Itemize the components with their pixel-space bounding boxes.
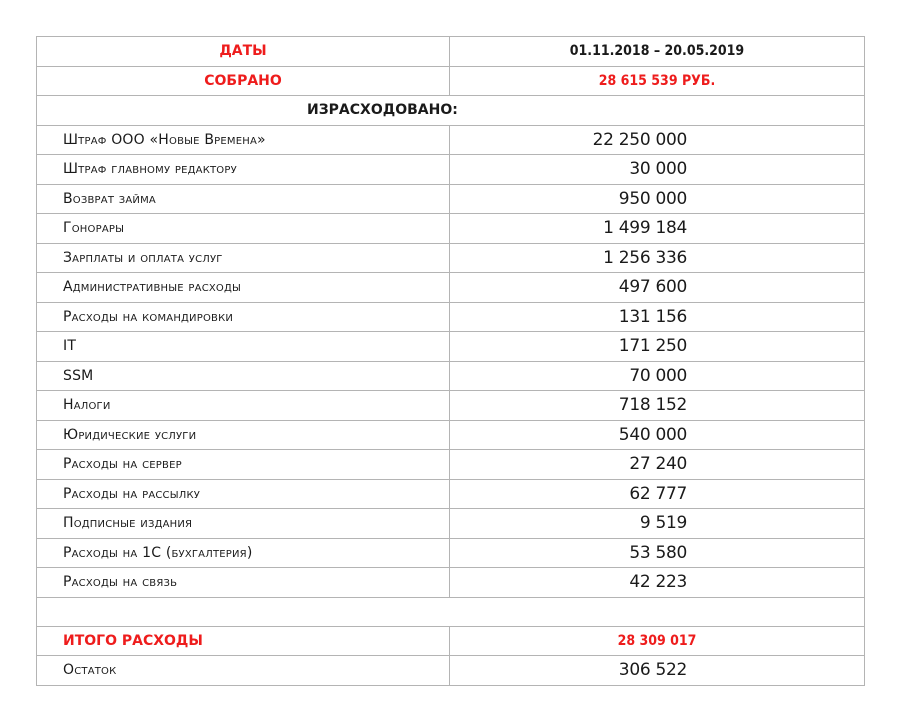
expense-amount: 42 223 [629,572,687,593]
expense-amount-cell [450,420,865,450]
expense-label: Налоги [37,391,450,421]
blank-row [37,597,865,626]
expense-label: Штраф главному редактору [37,155,450,185]
expense-label: Зарплаты и оплата услуг [37,243,450,273]
expense-amount: 62 777 [629,483,687,504]
expense-row [37,125,865,155]
collected-label: СОБРАНО [37,66,450,96]
expense-row [37,332,865,362]
spent-heading-row [37,96,865,126]
total-value: 28 309 017 [450,626,865,656]
expense-row [37,509,865,539]
expense-amount: 718 152 [618,395,687,416]
expense-row [37,302,865,332]
dates-label: ДАТЫ [37,37,450,67]
expense-amount-cell [450,361,865,391]
expense-row [37,391,865,421]
total-row [37,626,865,656]
expense-amount: 30 000 [629,159,687,180]
expense-label: Расходы на связь [37,568,450,598]
expense-amount-cell [450,391,865,421]
expense-amount-cell [450,243,865,273]
expense-label: Юридические услуги [37,420,450,450]
expense-amount: 950 000 [618,188,687,209]
remainder-value-cell [450,656,865,686]
expense-amount: 70 000 [629,365,687,386]
expense-label: Гонорары [37,214,450,244]
dates-value: 01.11.2018 – 20.05.2019 [450,37,865,67]
expense-amount-cell [450,214,865,244]
expense-amount-cell [450,302,865,332]
expense-row [37,538,865,568]
remainder-row [37,656,865,686]
dates-row [37,37,865,67]
expense-amount: 131 156 [618,306,687,327]
collected-value: 28 615 539 РУБ. [450,66,865,96]
expense-label: IT [37,332,450,362]
expense-row [37,450,865,480]
expense-label: Административные расходы [37,273,450,303]
expense-row [37,361,865,391]
expense-label: Расходы на 1С (бухгалтерия) [37,538,450,568]
total-label: ИТОГО РАСХОДЫ [37,626,450,656]
expense-amount-cell [450,568,865,598]
expense-label: Возврат займа [37,184,450,214]
expense-amount: 1 256 336 [603,247,687,268]
expense-label: Штраф ООО «Новые Времена» [37,125,450,155]
expense-amount: 9 519 [639,513,687,534]
expense-row [37,479,865,509]
expense-amount-cell [450,450,865,480]
blank-cell [37,597,865,626]
expense-amount: 53 580 [629,542,687,563]
expense-amount-cell [450,155,865,185]
expense-amount-cell [450,125,865,155]
expense-amount: 27 240 [629,454,687,475]
expense-row [37,420,865,450]
expense-label: Подписные издания [37,509,450,539]
expense-row [37,184,865,214]
remainder-label: Остаток [37,656,450,686]
expense-label: Расходы на командировки [37,302,450,332]
expense-row [37,568,865,598]
expense-amount-cell [450,479,865,509]
expense-amount: 497 600 [618,277,687,298]
expense-label: Расходы на рассылку [37,479,450,509]
expense-row [37,214,865,244]
expense-label: Расходы на сервер [37,450,450,480]
remainder-value: 306 522 [618,660,687,681]
expense-amount: 22 250 000 [592,129,687,150]
spent-heading: ИЗРАСХОДОВАНО: [37,96,865,126]
expense-amount: 1 499 184 [603,218,687,239]
expense-label: SSM [37,361,450,391]
expense-amount-cell [450,332,865,362]
financial-report-table [36,36,865,686]
collected-row [37,66,865,96]
expense-amount-cell [450,509,865,539]
expense-row [37,273,865,303]
expense-amount-cell [450,273,865,303]
expense-amount: 171 250 [618,336,687,357]
expense-row [37,155,865,185]
expense-row [37,243,865,273]
expense-amount: 540 000 [618,424,687,445]
expense-amount-cell [450,538,865,568]
expense-amount-cell [450,184,865,214]
